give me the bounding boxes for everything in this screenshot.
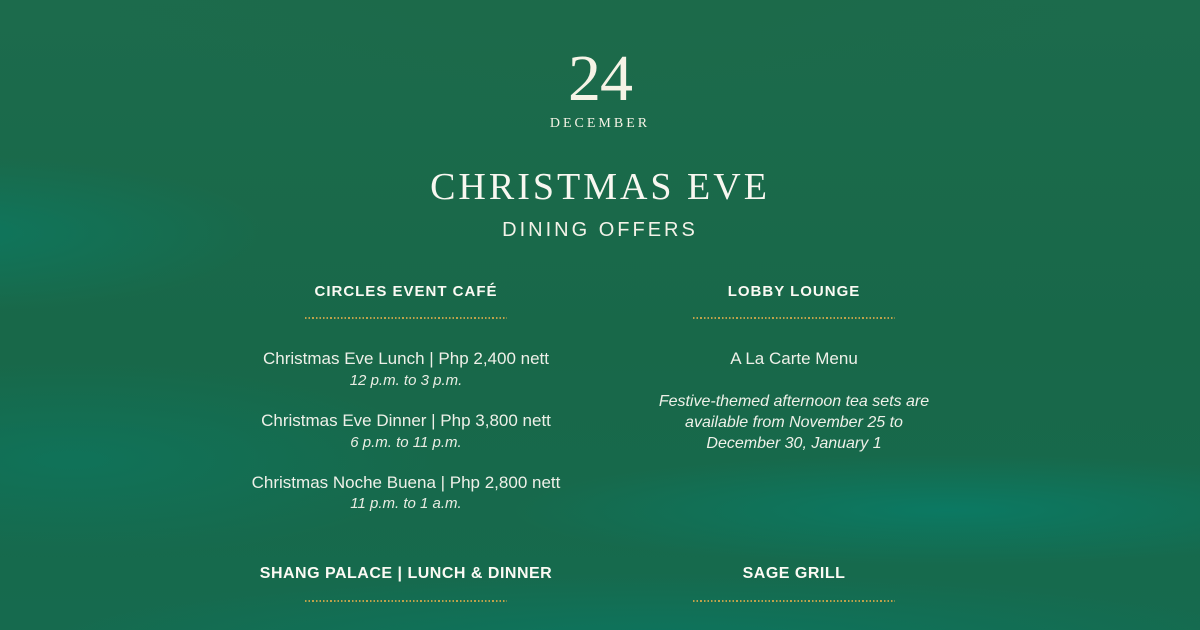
gold-dotted-rule (693, 317, 895, 319)
venue-name: SAGE GRILL (742, 565, 846, 583)
gold-dotted-rule (305, 317, 507, 319)
venue-lobby-lounge (600, 283, 988, 512)
note-line: Festive-themed afternoon tea sets are (658, 392, 930, 410)
offer-item (212, 349, 600, 389)
venues-grid (212, 283, 988, 602)
offer-item (212, 473, 600, 513)
offers-list (212, 349, 600, 512)
note-line: December 30, January 1 (706, 434, 882, 452)
offer-text: Christmas Eve Lunch | Php 2,400 nett (262, 349, 550, 369)
offer-time: 11 p.m. to 1 a.m. (350, 495, 462, 513)
venue-circles-event-cafe (212, 283, 600, 512)
offer-text: Christmas Noche Buena | Php 2,800 nett (251, 472, 561, 492)
offer-text: A La Carte Menu (730, 349, 858, 369)
offer-text: Christmas Eve Dinner | Php 3,800 nett (261, 410, 551, 430)
note-line: available from November 25 to (685, 413, 903, 431)
offer-item (212, 411, 600, 451)
event-title: CHRISTMAS EVE (430, 166, 770, 208)
venue-name: CIRCLES EVENT CAFÉ (314, 283, 498, 301)
offer-time: 12 p.m. to 3 p.m. (349, 371, 463, 389)
offer-time: 6 p.m. to 11 p.m. (350, 433, 462, 451)
gold-dotted-rule (305, 600, 507, 602)
masthead (0, 0, 1200, 242)
gold-dotted-rule (693, 600, 895, 602)
offers-list (600, 349, 988, 369)
venue-shang-palace (212, 565, 600, 602)
date-day: 24 (568, 42, 632, 115)
venue-sage-grill (600, 565, 988, 602)
venue-name: SHANG PALACE | LUNCH & DINNER (259, 565, 553, 583)
offer-item (600, 349, 988, 369)
alacarte-availability-note (600, 391, 988, 454)
date-month: DECEMBER (549, 116, 651, 131)
venue-name: LOBBY LOUNGE (727, 283, 861, 301)
event-subtitle: DINING OFFERS (502, 219, 698, 242)
